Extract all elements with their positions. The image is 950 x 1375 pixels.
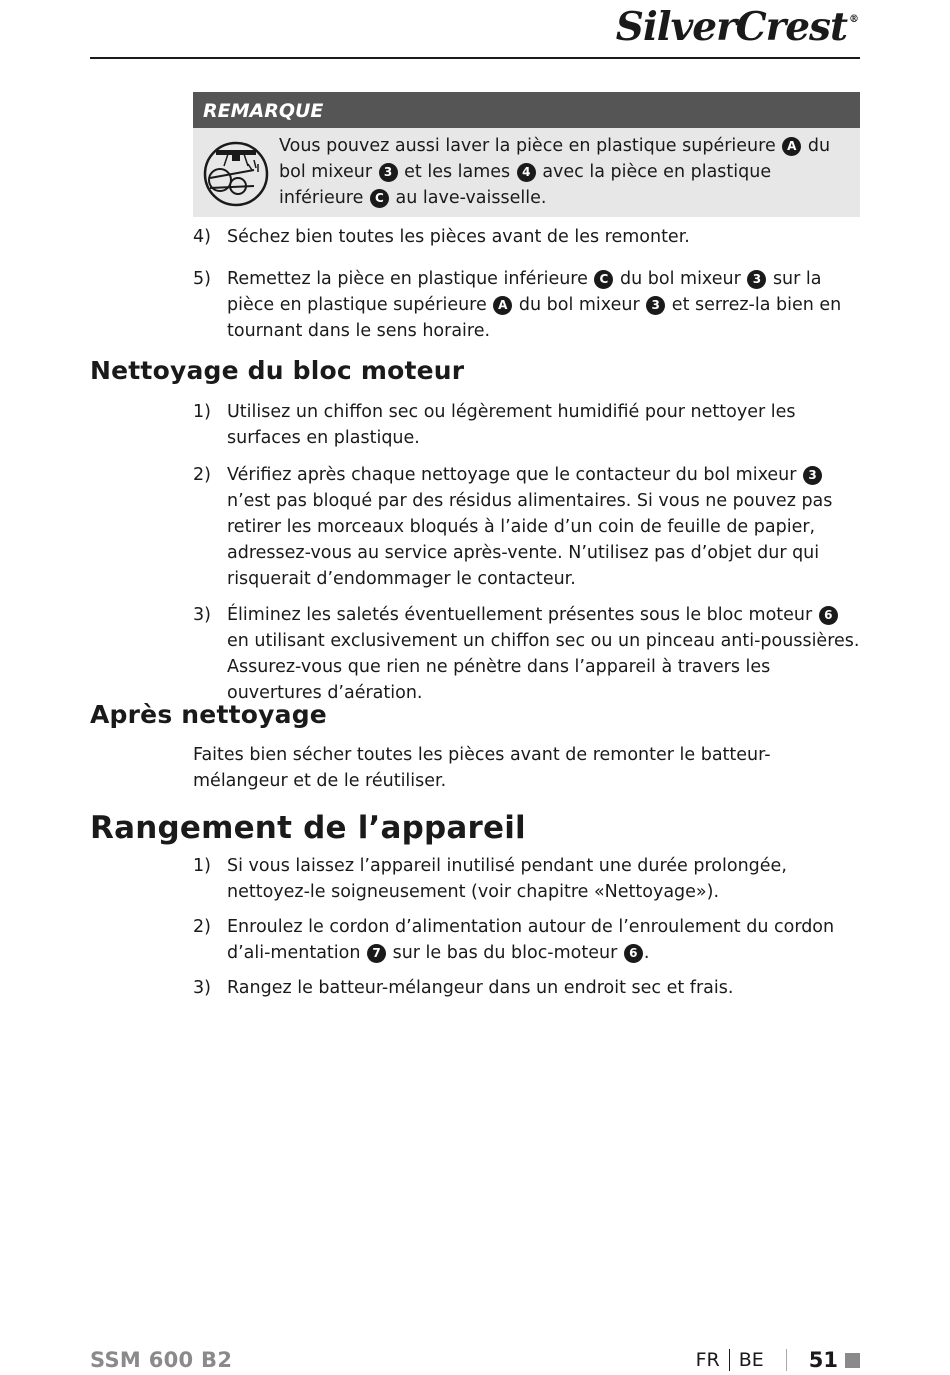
header-rule (90, 57, 860, 59)
after-cleaning-text: Faites bien sécher toutes les pièces avant de remonter le batteur-mélangeur et de le réutiliser. (193, 745, 771, 791)
note-text: Vous pouvez aussi laver la pièce en plastique supérieure A du bol mixeur 3 et les lames 4 avec la pièce en plastique inférieure C au lave-vaisselle. (279, 136, 831, 208)
part-reference-badge: A (782, 137, 801, 156)
footer-model: SSM 600 B2 (90, 1348, 233, 1372)
motor-step-3: 3) Éliminez les saletés éventuellement présentes sous le bloc moteur 6 en utilisant exclusivement un chiffon sec ou un pinceau anti-poussières. Assurez-vous que rien ne pénètre dans l’appareil à travers les ouvertures d’aération. (193, 605, 860, 703)
step-5: 5) Remettez la pièce en plastique inférieure C du bol mixeur 3 sur la pièce en plastique supérieure A du bol mixeur 3 et serrez-la bien en tournant dans le sens horaire. (193, 269, 842, 341)
motor-step-2: 2) Vérifiez après chaque nettoyage que le contacteur du bol mixeur 3 n’est pas bloqué par des résidus alimentaires. Si vous ne pouvez pas retirer les morceaux bloqués à l’aide d’un coin de feuille de papier, adressez-vous au service après-vente. N’utilisez pas d’objet dur qui risquerait d’endommager le contacteur. (193, 465, 833, 589)
part-reference-badge: 6 (624, 944, 643, 963)
heading-storage: Rangement de l’appareil (90, 810, 526, 846)
page-number: 51 (808, 1348, 838, 1372)
part-reference-badge: 3 (379, 163, 398, 182)
part-reference-badge: 3 (646, 296, 665, 315)
note-box (193, 92, 860, 217)
part-reference-badge: C (370, 189, 389, 208)
storage-step-1: 1) Si vous laissez l’appareil inutilisé pendant une durée prolongée, nettoyez-le soigneusement (voir chapitre «Nettoyage»). (193, 856, 787, 902)
footer-separator (729, 1349, 730, 1371)
footer-lang-fr: FR (695, 1349, 720, 1371)
step-4: 4) Séchez bien toutes les pièces avant de les remonter. (193, 227, 690, 247)
footer-lang-be: BE (738, 1349, 764, 1371)
footer-separator (786, 1349, 787, 1371)
part-reference-badge: 7 (367, 944, 386, 963)
note-title: REMARQUE (193, 92, 860, 128)
footer-pagination (696, 1348, 860, 1372)
storage-step-2: 2) Enroulez le cordon d’alimentation autour de l’enroulement du cordon d’ali-mentation 7 sur le bas du bloc-moteur 6 . (193, 917, 835, 963)
heading-after-cleaning: Après nettoyage (90, 700, 327, 729)
heading-motor-cleaning: Nettoyage du bloc moteur (90, 356, 465, 385)
part-reference-badge: 4 (517, 163, 536, 182)
page-marker (845, 1353, 860, 1368)
part-reference-badge: 6 (819, 606, 838, 625)
brand-logo: SilverCrest ® (615, 4, 858, 50)
part-reference-badge: 3 (803, 466, 822, 485)
motor-step-1: 1) Utilisez un chiffon sec ou légèrement humidifié pour nettoyer les surfaces en plastique. (193, 402, 796, 448)
dishwasher-icon (202, 140, 270, 208)
part-reference-badge: A (493, 296, 512, 315)
part-reference-badge: 3 (747, 270, 766, 289)
storage-step-3: 3) Rangez le batteur-mélangeur dans un endroit sec et frais. (193, 978, 734, 998)
part-reference-badge: C (594, 270, 613, 289)
